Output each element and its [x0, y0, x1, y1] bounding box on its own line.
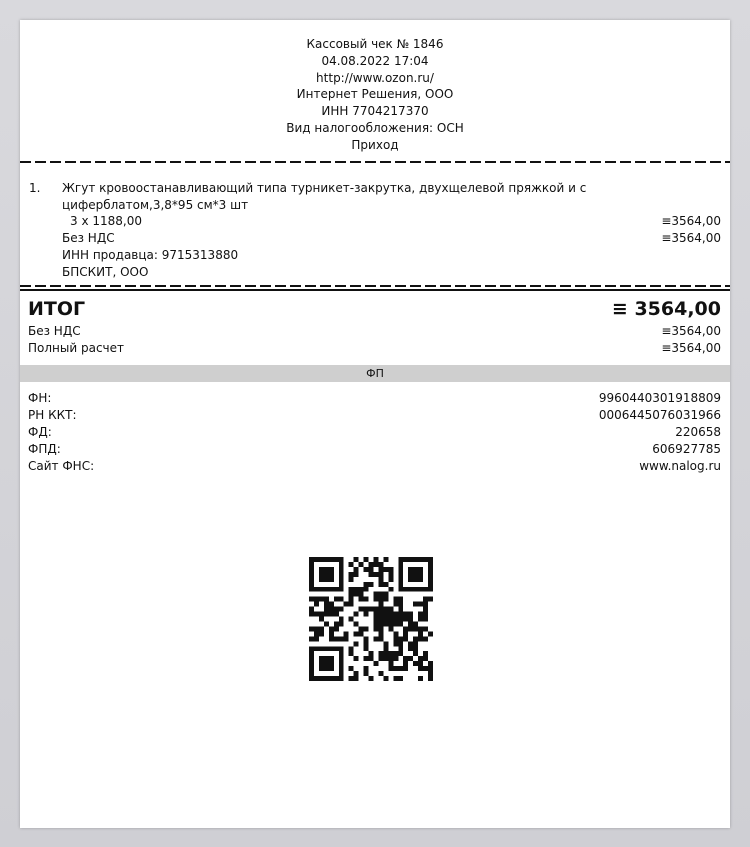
item-seller-inn: ИНН продавца: 9715313880 [62, 248, 239, 262]
item-qty-price: 3 x 1188,00 [70, 214, 142, 228]
rn-kkt-label: РН ККТ: [28, 408, 77, 422]
rn-kkt-value: 0006445076031966 [598, 408, 721, 422]
item-vat-value: ≡3564,00 [661, 231, 721, 245]
receipt [20, 20, 730, 828]
fns-site-label: Сайт ФНС: [28, 459, 95, 473]
fns-site-value: www.nalog.ru [639, 459, 721, 473]
seller-url: http://www.ozon.ru/ [316, 70, 434, 85]
item-number: 1. [29, 181, 41, 195]
payment-value: ≡3564,00 [661, 341, 721, 355]
divider-dashed [20, 285, 730, 287]
total-value: ≡ 3564,00 [611, 298, 721, 320]
tax-system: Вид налогообложения: ОСН [286, 120, 464, 135]
total-label: ИТОГ [28, 298, 86, 320]
fp-section-title: ФП [20, 365, 730, 382]
divider-dashed [20, 161, 730, 163]
payment-label: Полный расчет [28, 341, 124, 355]
operation-type: Приход [351, 137, 399, 152]
item-name: Жгут кровоостанавливающий типа турникет-закрутка, двухщелевой пряжкой и с циферблатом,3,8*95 см*3 шт [62, 181, 587, 212]
item-sum: ≡3564,00 [661, 214, 721, 228]
fn-value: 9960440301918809 [598, 391, 721, 405]
fn-label: ФН: [28, 391, 52, 405]
fpd-value: 606927785 [652, 442, 721, 456]
fd-value: 220658 [675, 425, 721, 439]
qr-code-icon [309, 557, 433, 681]
seller-inn: ИНН 7704217370 [321, 104, 429, 119]
divider-solid [20, 289, 730, 291]
receipt-number: Кассовый чек № 1846 [306, 37, 444, 51]
total-vat-value: ≡3564,00 [661, 324, 721, 338]
seller-company: Интернет Решения, ООО [296, 87, 454, 102]
fpd-label: ФПД: [28, 442, 61, 456]
receipt-header [20, 36, 730, 154]
receipt-datetime: 04.08.2022 17:04 [321, 53, 429, 68]
fd-label: ФД: [28, 425, 52, 439]
item-vat-label: Без НДС [62, 231, 115, 245]
item-seller-name: БПСКИТ, ООО [62, 265, 149, 279]
total-vat-label: Без НДС [28, 324, 81, 338]
